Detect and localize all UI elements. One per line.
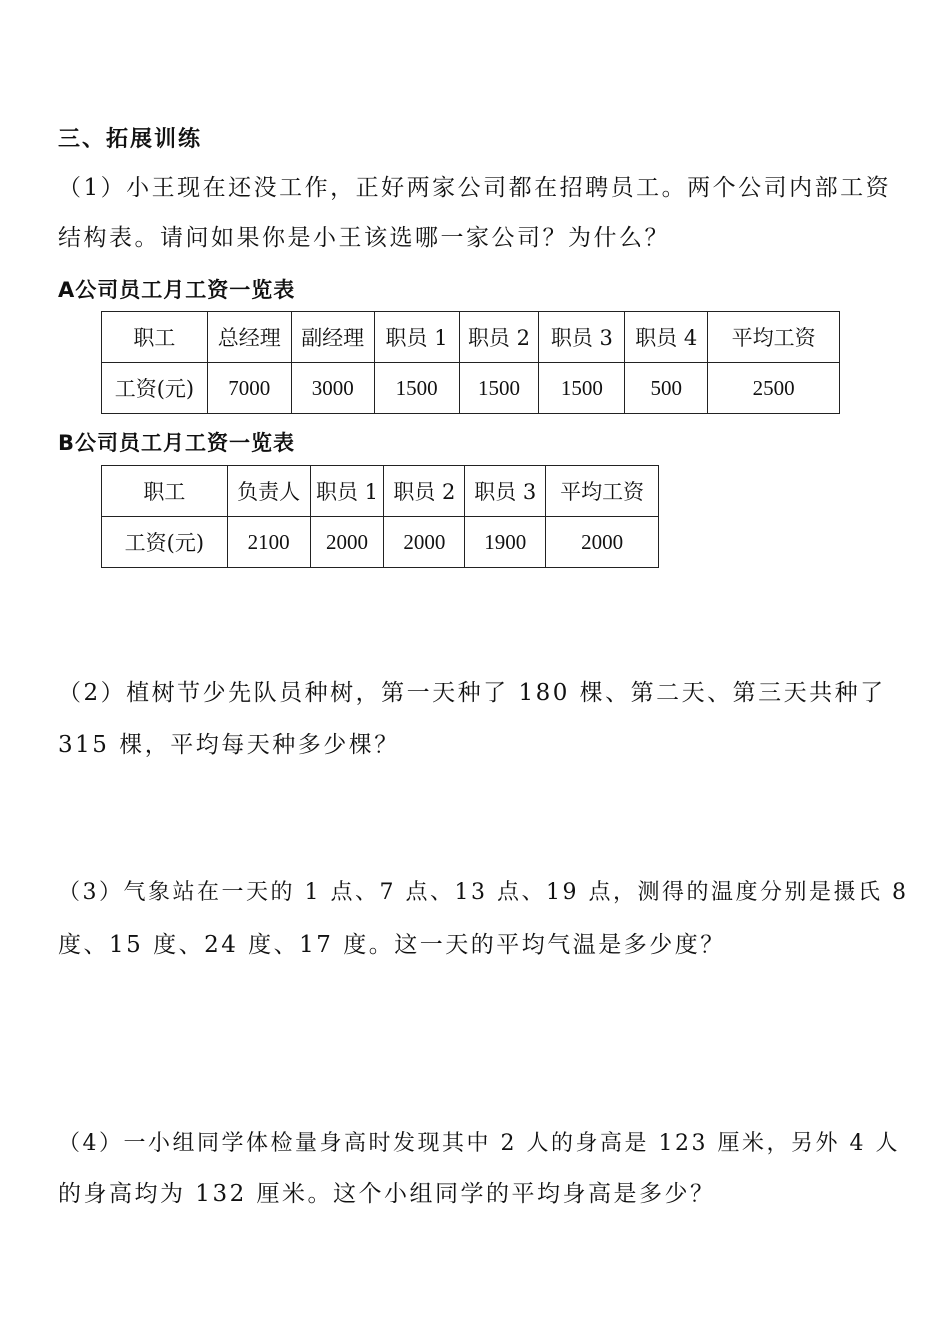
table-b-value-cell: 2000 [310,517,384,568]
table-a [101,311,840,414]
table-a-value-cell: 1500 [459,363,539,414]
table-a-header-cell: 平均工资 [708,312,840,363]
table-a-header-cell: 职员 3 [539,312,625,363]
table-a-value-cell: 3000 [291,363,374,414]
table-b-value-cell: 2000 [546,517,659,568]
table-a-value-row [102,363,840,414]
table-a-header-cell: 职员 1 [374,312,459,363]
question-4-line-2: 的身高均为 132 厘米。这个小组同学的平均身高是多少？ [58,1181,716,1207]
table-b-value-cell: 工资(元) [102,517,228,568]
table-b-header-cell: 负责人 [227,466,310,517]
table-b-value-cell: 2100 [227,517,310,568]
table-a-value-cell: 7000 [207,363,291,414]
table-b-value-cell: 1900 [465,517,546,568]
table-b-header-row [102,466,659,517]
table-b-header-cell: 职员 2 [384,466,465,517]
table-a-header-cell: 总经理 [207,312,291,363]
table-a-value-cell: 500 [625,363,708,414]
table-a-value-cell: 1500 [539,363,625,414]
question-1-line-1: （1）小王现在还没工作，正好两家公司都在招聘员工。两个公司内部工资 [58,175,892,201]
table-a-header-cell: 职员 2 [459,312,539,363]
table-b-value-row [102,517,659,568]
question-3-line-2: 度、15 度、24 度、17 度。这一天的平均气温是多少度？ [58,932,726,958]
table-a-header-cell: 副经理 [291,312,374,363]
table-a-header-row [102,312,840,363]
question-1-line-2: 结构表。请问如果你是小王该选哪一家公司？为什么？ [58,225,670,251]
table-b-header-cell: 平均工资 [546,466,659,517]
table-b [101,465,659,568]
table-a-value-cell: 1500 [374,363,459,414]
question-2-line-2: 315 棵，平均每天种多少棵？ [58,732,400,758]
table-b-title: B公司员工月工资一览表 [58,431,296,455]
table-a-value-cell: 工资(元) [102,363,208,414]
question-4-line-1: （4）一小组同学体检量身高时发现其中 2 人的身高是 123 厘米，另外 4 人 [58,1131,900,1156]
table-a-title: A公司员工月工资一览表 [58,278,296,302]
table-a-header-cell: 职员 4 [625,312,708,363]
table-b-value-cell: 2000 [384,517,465,568]
table-a-value-cell: 2500 [708,363,840,414]
question-3-line-1: （3）气象站在一天的 1 点、7 点、13 点、19 点，测得的温度分别是摄氏 8 [58,880,909,905]
question-2-line-1: （2）植树节少先队员种树，第一天种了 180 棵、第二天、第三天共种了 [58,680,886,706]
table-b-header-cell: 职员 3 [465,466,546,517]
table-a-header-cell: 职工 [102,312,208,363]
table-b-header-cell: 职员 1 [310,466,384,517]
table-b-header-cell: 职工 [102,466,228,517]
section-title: 三、拓展训练 [58,127,203,152]
